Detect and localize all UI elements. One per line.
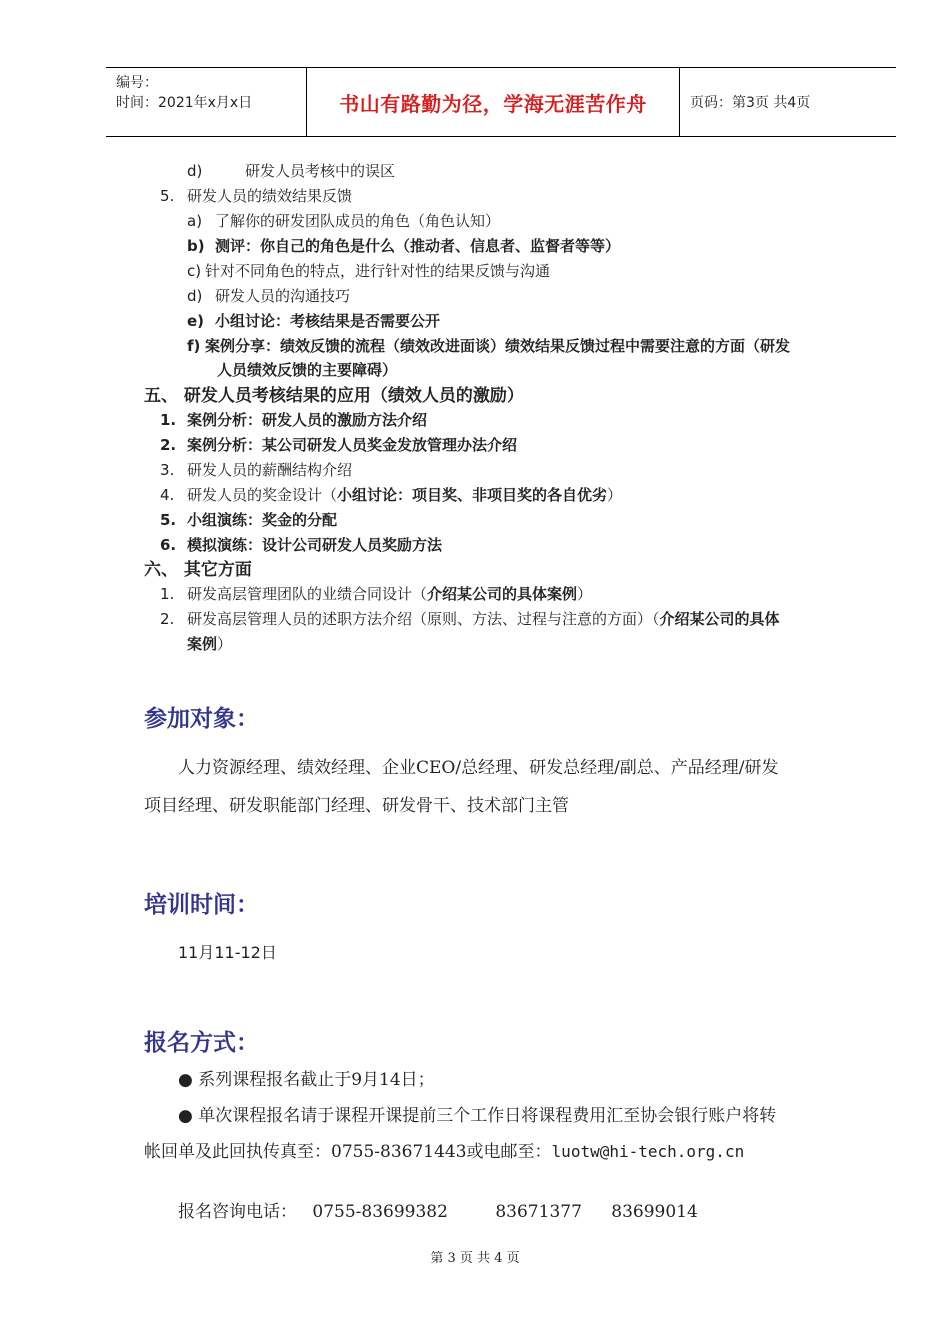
- registration-bullet: ● 系列课程报名截止于9月14日；: [178, 1070, 435, 1090]
- item-text-tail: ）: [607, 486, 623, 504]
- item-text: 了解你的研发团队成员的角色（角色认知）: [215, 212, 501, 230]
- item-text: 小组演练：奖金的分配: [187, 511, 338, 529]
- item-number: d): [187, 287, 203, 305]
- item-text-bold: 介绍某公司的具体: [659, 610, 780, 628]
- item-number: 3.: [160, 461, 175, 479]
- date-label: 时间：2021年x月x日: [116, 95, 253, 111]
- code-label: 编号：: [116, 75, 158, 91]
- item-text: 研发人员的沟通技巧: [215, 287, 351, 305]
- item-number: 6.: [160, 536, 177, 554]
- item-text: 研发人员的薪酬结构介绍: [187, 461, 353, 479]
- item-number: 2.: [160, 610, 175, 628]
- item-text: 研发人员的奖金设计（: [187, 486, 338, 504]
- training-time-heading: 培训时间：: [144, 892, 259, 918]
- item-text: 案例分析：研发人员的激励方法介绍: [187, 411, 428, 429]
- item-text-tail: ）: [217, 635, 233, 653]
- item-number: 1.: [160, 411, 177, 429]
- item-text: 案例分析：某公司研发人员奖金发放管理办法介绍: [187, 436, 518, 454]
- page-footer: 第 3 页 共 4 页: [430, 1251, 520, 1266]
- registration-phones: [178, 1194, 698, 1230]
- item-text: 研发高层管理团队的业绩合同设计（: [187, 585, 428, 603]
- item-text: 研发人员考核中的误区: [245, 162, 396, 180]
- item-number: 2.: [160, 436, 177, 454]
- phone-number: 83671377: [495, 1202, 582, 1222]
- item-text: 模拟演练：设计公司研发人员奖励方法: [187, 536, 443, 554]
- phone-number: 0755-83699382: [312, 1202, 448, 1222]
- phone-number: 83699014: [611, 1202, 698, 1222]
- item-number: e): [187, 312, 205, 330]
- registration-bullet-continued: [144, 1134, 744, 1170]
- item-text: 针对不同角色的特点，进行针对性的结果反馈与沟通: [205, 262, 551, 280]
- registration-fax-text: 帐回单及此回执传真至：0755-83671443或电邮至：: [144, 1142, 552, 1162]
- item-text-continued: 案例: [187, 635, 218, 653]
- outline-item: [187, 335, 887, 383]
- header-meta-cell: [106, 68, 307, 136]
- registration-heading: 报名方式：: [144, 1030, 259, 1056]
- item-text-continued: 人员绩效反馈的主要障碍）: [217, 361, 398, 379]
- item-text: 研发高层管理人员的述职方法介绍（原则、方法、过程与注意的方面）（: [187, 610, 660, 628]
- item-number: a): [187, 212, 203, 230]
- audience-line: 项目经理、研发职能部门经理、研发骨干、技术部门主管: [144, 796, 569, 816]
- email-link[interactable]: luotw@hi-tech.org.cn: [551, 1142, 745, 1161]
- item-number: 1.: [160, 585, 175, 603]
- motto: 书山有路勤为径，学海无涯苦作舟: [339, 91, 647, 116]
- page-header: [106, 67, 896, 137]
- item-number: 5.: [160, 511, 177, 529]
- registration-bullet: ● 单次课程报名请于课程开课提前三个工作日将课程费用汇至协会银行账户将转: [178, 1106, 777, 1126]
- item-number: 5.: [160, 187, 175, 205]
- phone-label: 报名咨询电话：: [178, 1202, 297, 1222]
- item-text: 研发人员的绩效结果反馈: [187, 187, 353, 205]
- section-title: 五、 研发人员考核结果的应用（绩效人员的激励）: [144, 386, 524, 406]
- audience-heading: 参加对象：: [144, 706, 259, 732]
- item-text-bold: 小组讨论：项目奖、非项目奖的各自优劣: [337, 486, 608, 504]
- item-number: f): [187, 337, 201, 355]
- item-text-tail: ）: [577, 585, 593, 603]
- page-label: 页码：第3页 共4页: [690, 95, 811, 111]
- item-number: c): [187, 262, 202, 280]
- section-title: 六、 其它方面: [144, 560, 252, 580]
- training-time-value: 11月11-12日: [178, 943, 277, 962]
- audience-line: 人力资源经理、绩效经理、企业CEO/总经理、研发总经理/副总、产品经理/研发: [178, 758, 779, 778]
- item-text: 测评：你自己的角色是什么（推动者、信息者、监督者等等）: [215, 237, 621, 255]
- item-number: d): [187, 162, 203, 180]
- item-text: 小组讨论：考核结果是否需要公开: [215, 312, 441, 330]
- item-number: 4.: [160, 486, 175, 504]
- header-page-cell: [680, 68, 896, 136]
- header-motto-cell: [307, 68, 680, 136]
- item-text-bold: 介绍某公司的具体案例: [427, 585, 578, 603]
- item-number: b): [187, 237, 205, 255]
- item-text: 案例分享：绩效反馈的流程（绩效改进面谈）绩效结果反馈过程中需要注意的方面（研发: [205, 337, 791, 355]
